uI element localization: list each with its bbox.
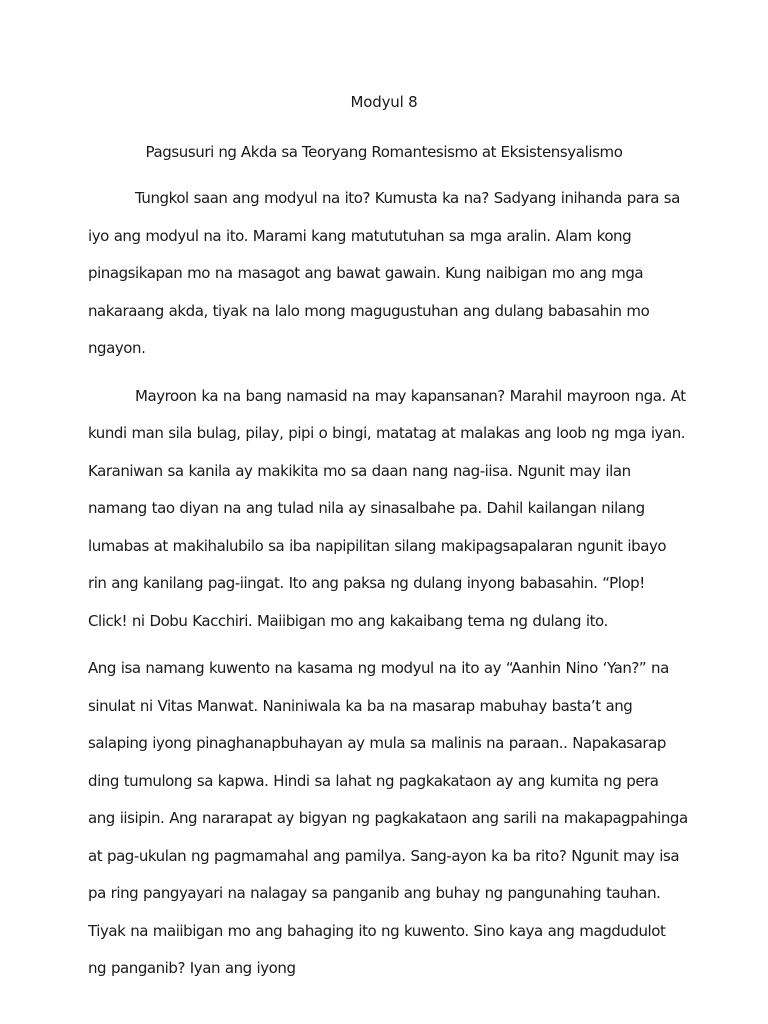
page-subtitle: Pagsusuri ng Akda sa Teoryang Romantesismo at Eksistensyalismo [145, 143, 623, 161]
paragraph-story-summary: Ang isa namang kuwento na kasama ng modyul na ito ay “Aanhin Nino ‘Yan?” na sinulat ni Vitas Manwat. Naniniwala ka ba na masarap mabuhay basta’t ang salaping iyong pinaghanapbuhayan ay mula sa malinis na paraan.. Napakasarap ding tumulong sa kapwa. Hindi sa lahat ng pagkakataon ay ang kumita ng pera ang iisipin. Ang nararapat ay bigyan ng pagkakataon ang sarili na makapagpahinga at pag-ukulan ng pagmamahal ang pamilya. Sang-ayon ka ba rito? Ngunit may isa pa ring pangyayari na nalagay sa panganib ang buhay ng pangunahing tauhan. Tiyak na maiibigan mo ang bahaging ito ng kuwento. Sino kaya ang magdudulot ng panganib? Iyan ang iyong [88, 659, 688, 977]
paragraph-intro: Tungkol saan ang modyul na ito? Kumusta ka na? Sadyang inihanda para sa iyo ang modyul na ito. Marami kang matututuhan sa mga aralin. Alam kong pinagsikapan mo na masagot ang bawat gawain. Kung naibigan mo ang mga nakaraang akda, tiyak na lalo mong magugustuhan ang dulang babasahin mo ngayon. [88, 189, 680, 357]
paragraph-play-summary: Mayroon ka na bang namasid na may kapansanan? Marahil mayroon nga. At kundi man sila bulag, pilay, pipi o bingi, matatag at malakas ang loob ng mga iyan. Karaniwan sa kanila ay makikita mo sa daan nang nag-iisa. Ngunit may ilan namang tao diyan na ang tulad nila ay sinasalbahe pa. Dahil kailangan nilang lumabas at makihalubilo sa iba napipilitan silang makipagsapalaran ngunit ibayo rin ang kanilang pag-iingat. Ito ang paksa ng dulang inyong babasahin. “Plop! Click! ni Dobu Kacchiri. Maiibigan mo ang kakaibang tema ng dulang ito. [88, 386, 686, 630]
page-title: Modyul 8 [350, 93, 418, 111]
document-body [88, 180, 688, 988]
